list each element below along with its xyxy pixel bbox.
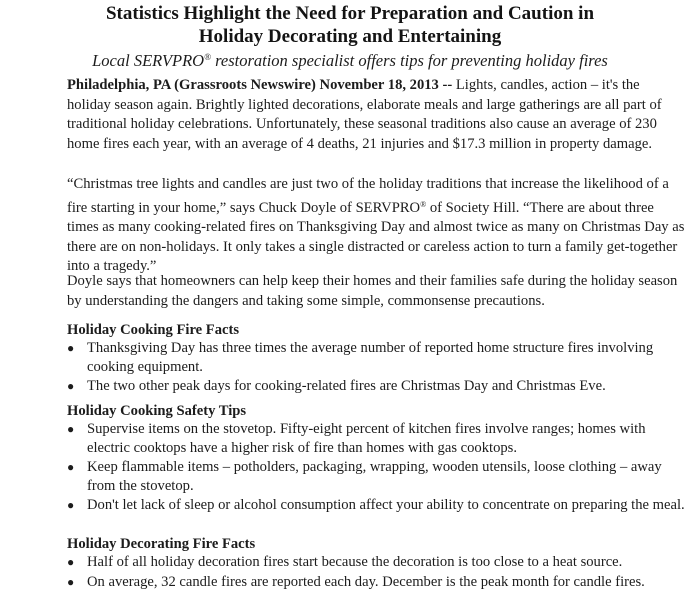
subheadline-text-start: Local SERVPRO bbox=[92, 51, 205, 70]
list-item-text: The two other peak days for cooking-related fires are Christmas Day and Christmas Eve. bbox=[87, 378, 606, 394]
list-item-text: Keep flammable items – potholders, packaging, wrapping, wooden utensils, loose clothing – away from the stovetop. bbox=[87, 459, 662, 494]
list-item-text: Half of all holiday decoration fires start because the decoration is too close to a heat source. bbox=[87, 554, 623, 570]
list-item-text: Supervise items on the stovetop. Fifty-eight percent of kitchen fires involve ranges; homes with electric cooktops have a higher risk of fire than homes with gas cooktops. bbox=[87, 421, 646, 456]
paragraph-intro bbox=[67, 76, 687, 154]
paragraph-quote bbox=[67, 175, 687, 277]
list-item bbox=[67, 496, 687, 515]
section-heading-cooking-fire-facts: Holiday Cooking Fire Facts bbox=[67, 322, 240, 338]
paragraph-quote-part-1: “Christmas tree lights and candles are just two of the holiday traditions that increase the likelihood of a fire starting in your home,” says Chuck Doyle of SERVPRO bbox=[67, 176, 669, 216]
headline-line-2: Holiday Decorating and Entertaining bbox=[198, 26, 502, 47]
list-item bbox=[67, 553, 687, 572]
bullet-icon: ● bbox=[67, 379, 75, 393]
bullet-icon: ● bbox=[67, 341, 75, 355]
list-item bbox=[67, 339, 687, 376]
paragraph-quote-part-2: of Society Hill. “There are about three times as many cooking-related fires on Thanksgiving Day and almost twice as many on Christmas Day as there are on non-holidays. It only takes a single distracted or careless action to turn a family get-together into a tragedy.” bbox=[67, 199, 685, 274]
list-item-text: Thanksgiving Day has three times the average number of reported home structure fires involving cooking equipment. bbox=[87, 340, 654, 375]
paragraph-precautions: Doyle says that homeowners can help keep their homes and their families safe during the holiday season by understanding the dangers and taking some simple, commonsense precautions. bbox=[67, 273, 678, 309]
subheadline-text-end: restoration specialist offers tips for preventing holiday fires bbox=[210, 51, 608, 70]
decorating-fire-facts-list bbox=[67, 553, 687, 592]
bullet-icon: ● bbox=[67, 574, 75, 589]
list-item-text: On average, 32 candle fires are reported each day. December is the peak month for candle fires. bbox=[87, 573, 645, 590]
registered-mark: ® bbox=[420, 199, 427, 209]
list-item-text: Don't let lack of sleep or alcohol consumption affect your ability to concentrate on preparing the meal. bbox=[87, 497, 685, 513]
dateline: Philadelphia, PA (Grassroots Newswire) November 18, 2013 -- bbox=[67, 77, 453, 93]
list-item bbox=[67, 377, 687, 396]
cooking-safety-tips-list bbox=[67, 420, 687, 516]
subheadline bbox=[0, 47, 700, 71]
bullet-icon: ● bbox=[67, 498, 75, 512]
list-item bbox=[67, 420, 687, 457]
bullet-icon: ● bbox=[67, 422, 75, 436]
headline-line-1: Statistics Highlight the Need for Preparation and Caution in bbox=[105, 3, 595, 24]
section-heading-cooking-safety-tips: Holiday Cooking Safety Tips bbox=[67, 403, 247, 419]
bullet-icon: ● bbox=[67, 555, 75, 569]
bullet-icon: ● bbox=[67, 460, 75, 474]
section-heading-decorating-fire-facts: Holiday Decorating Fire Facts bbox=[67, 536, 256, 552]
cooking-fire-facts-list bbox=[67, 339, 687, 397]
registered-mark: ® bbox=[204, 52, 211, 62]
list-item bbox=[67, 573, 687, 592]
paragraph-intro-text: Lights, candles, action – it's the holiday season again. Brightly lighted decorations, elaborate meals and large gatherings are all part of traditional holiday celebrations. Unfortunately, these seasonal traditions also cause an average of 230 home fires each year, with an average of 4 deaths, 21 injuries and $17.3 million in property damage. bbox=[67, 77, 662, 152]
list-item bbox=[67, 458, 687, 495]
